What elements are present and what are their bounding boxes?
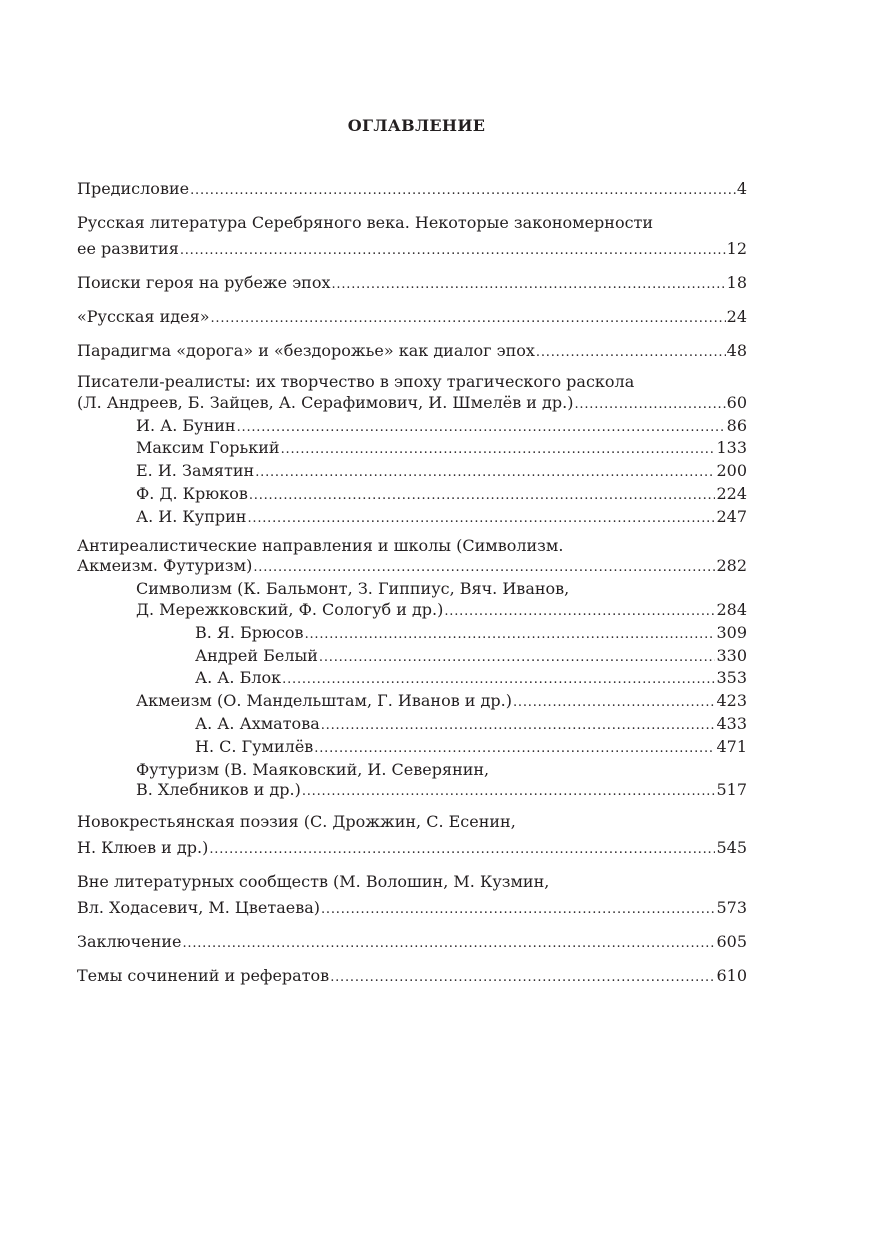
toc-entry-bunin[interactable] [77, 416, 747, 439]
toc-entry-title-cont: Вл. Ходасевич, М. Цветаева) [77, 898, 320, 918]
dot-leader [331, 270, 725, 298]
toc-entry-title: Антиреалистические направления и школы (Символизм. [77, 535, 564, 555]
toc-entry-russian-idea[interactable] [77, 304, 747, 332]
dot-leader [314, 737, 715, 760]
toc-page-number: 200 [716, 461, 747, 481]
toc-entry-title-cont: (Л. Андреев, Б. Зайцев, А. Серафимович, И. Шмелёв и др.) [77, 392, 574, 412]
toc-entry-hero-search[interactable] [77, 270, 747, 298]
dot-leader [255, 461, 715, 484]
toc-entry-title: «Русская идея» [77, 307, 210, 326]
toc-entry-title: А. И. Куприн [136, 506, 247, 526]
toc-entry-title-cont: Акмеизм. Футуризм) [77, 556, 253, 576]
toc-page-number: 12 [726, 239, 747, 258]
toc-page-number: 517 [716, 780, 747, 800]
toc-entry-title: Вне литературных сообществ (М. Волошин, М. Кузмин, [77, 872, 550, 892]
dot-leader [319, 646, 716, 669]
toc-entry-futurism[interactable] [77, 760, 747, 804]
toc-page-number: 133 [716, 438, 747, 458]
toc-entry-title-cont: Д. Мережковский, Ф. Сологуб и др.) [136, 599, 444, 619]
toc-entry-title: В. Я. Брюсов [195, 622, 304, 642]
toc-entry-antirealism[interactable] [77, 536, 747, 580]
toc-page-number: 423 [716, 691, 747, 711]
toc-entry-title: Акмеизм (О. Мандельштам, Г. Иванов и др.) [136, 691, 512, 711]
toc-entry-title: Символизм (К. Бальмонт, З. Гиппиус, Вяч. Иванов, [136, 579, 570, 599]
dot-leader [237, 416, 726, 439]
toc-page-number: 309 [716, 622, 747, 642]
table-of-contents [77, 176, 747, 997]
dot-leader [190, 176, 736, 204]
dot-leader [536, 338, 726, 366]
toc-page-number: 605 [716, 932, 747, 952]
toc-entry-title-cont: ее развития [77, 239, 179, 258]
toc-entry-title: Ф. Д. Крюков [136, 483, 248, 503]
toc-page-number: 86 [726, 415, 747, 435]
toc-page-number: 224 [716, 483, 747, 503]
toc-entry-silver-age[interactable] [77, 210, 747, 264]
toc-entry-realists[interactable] [77, 372, 747, 416]
toc-entry-essay-topics[interactable] [77, 963, 747, 991]
toc-entry-title: Предисловие [77, 179, 190, 198]
toc-page-number: 610 [716, 966, 747, 986]
toc-entry-title: Новокрестьянская поэзия (С. Дрожжин, С. Есенин, [77, 812, 516, 832]
toc-entry-title: И. А. Бунин [136, 415, 236, 435]
toc-entry-preface[interactable] [77, 176, 747, 204]
dot-leader [574, 393, 725, 416]
dot-leader [209, 835, 715, 863]
toc-entry-bryusov[interactable] [77, 623, 747, 646]
toc-entry-symbolism[interactable] [77, 579, 747, 623]
dot-leader [210, 304, 725, 332]
toc-page-number: 48 [726, 341, 747, 360]
toc-entry-title: А. А. Ахматова [195, 713, 320, 733]
dot-leader [182, 929, 715, 957]
toc-page-number: 24 [726, 307, 747, 326]
toc-entry-kuprin[interactable] [77, 507, 747, 530]
toc-entry-acmeism[interactable] [77, 691, 747, 714]
dot-leader [321, 895, 715, 923]
dot-leader [321, 714, 716, 737]
toc-entry-title: Русская литература Серебряного века. Некоторые закономерности [77, 213, 654, 232]
toc-entry-paradigm[interactable] [77, 338, 747, 366]
toc-page-number: 282 [716, 556, 747, 576]
toc-entry-title: Андрей Белый [195, 645, 318, 665]
toc-entry-title: Писатели-реалисты: их творчество в эпоху трагического раскола [77, 372, 635, 391]
dot-leader [302, 780, 716, 803]
toc-entry-zamyatin[interactable] [77, 461, 747, 484]
toc-entry-title-cont: Н. Клюев и др.) [77, 838, 209, 858]
toc-page-number: 18 [726, 273, 747, 292]
toc-page-number: 247 [716, 506, 747, 526]
toc-entry-conclusion[interactable] [77, 929, 747, 957]
toc-entry-kryukov[interactable] [77, 484, 747, 507]
dot-leader [513, 691, 715, 714]
toc-page-number: 471 [716, 736, 747, 756]
toc-page-number: 284 [716, 599, 747, 619]
toc-entry-title: Поиски героя на рубеже эпох [77, 273, 331, 292]
toc-entry-title: Темы сочинений и рефератов [77, 966, 330, 986]
toc-entry-title-cont: В. Хлебников и др.) [136, 780, 301, 800]
toc-entry-title: А. А. Блок [195, 668, 282, 688]
toc-entry-title: Максим Горький [136, 438, 280, 458]
toc-entry-title: Футуризм (В. Маяковский, И. Северянин, [136, 759, 490, 779]
dot-leader [282, 668, 715, 691]
toc-entry-outside-communities[interactable] [77, 869, 747, 923]
toc-entry-akhmatova[interactable] [77, 714, 747, 737]
dot-leader [180, 236, 726, 264]
toc-page-number: 573 [716, 898, 747, 918]
toc-entry-title: Заключение [77, 932, 182, 952]
toc-entry-title: Е. И. Замятин [136, 461, 255, 481]
toc-entry-bely[interactable] [77, 646, 747, 669]
toc-entry-blok[interactable] [77, 668, 747, 691]
toc-entry-title: Парадигма «дорога» и «бездорожье» как диалог эпох [77, 341, 535, 360]
page-title: ОГЛАВЛЕНИЕ [347, 116, 486, 135]
toc-entry-title: Н. С. Гумилёв [195, 736, 314, 756]
dot-leader [253, 556, 715, 579]
dot-leader [444, 600, 715, 623]
toc-entry-gorky[interactable] [77, 438, 747, 461]
dot-leader [247, 507, 715, 530]
dot-leader [305, 623, 716, 646]
toc-page-number: 545 [716, 838, 747, 858]
dot-leader [330, 963, 715, 991]
toc-group-antirealism [77, 536, 747, 804]
dot-leader [281, 438, 716, 461]
toc-group-realists [77, 372, 747, 530]
toc-page-number: 353 [716, 668, 747, 688]
toc-page-number: 4 [736, 179, 747, 198]
toc-page-number: 433 [716, 713, 747, 733]
toc-entry-gumilev[interactable] [77, 737, 747, 760]
dot-leader [249, 484, 716, 507]
toc-page-number: 60 [726, 392, 747, 412]
toc-page-number: 330 [716, 645, 747, 665]
toc-entry-new-peasant[interactable] [77, 809, 747, 863]
